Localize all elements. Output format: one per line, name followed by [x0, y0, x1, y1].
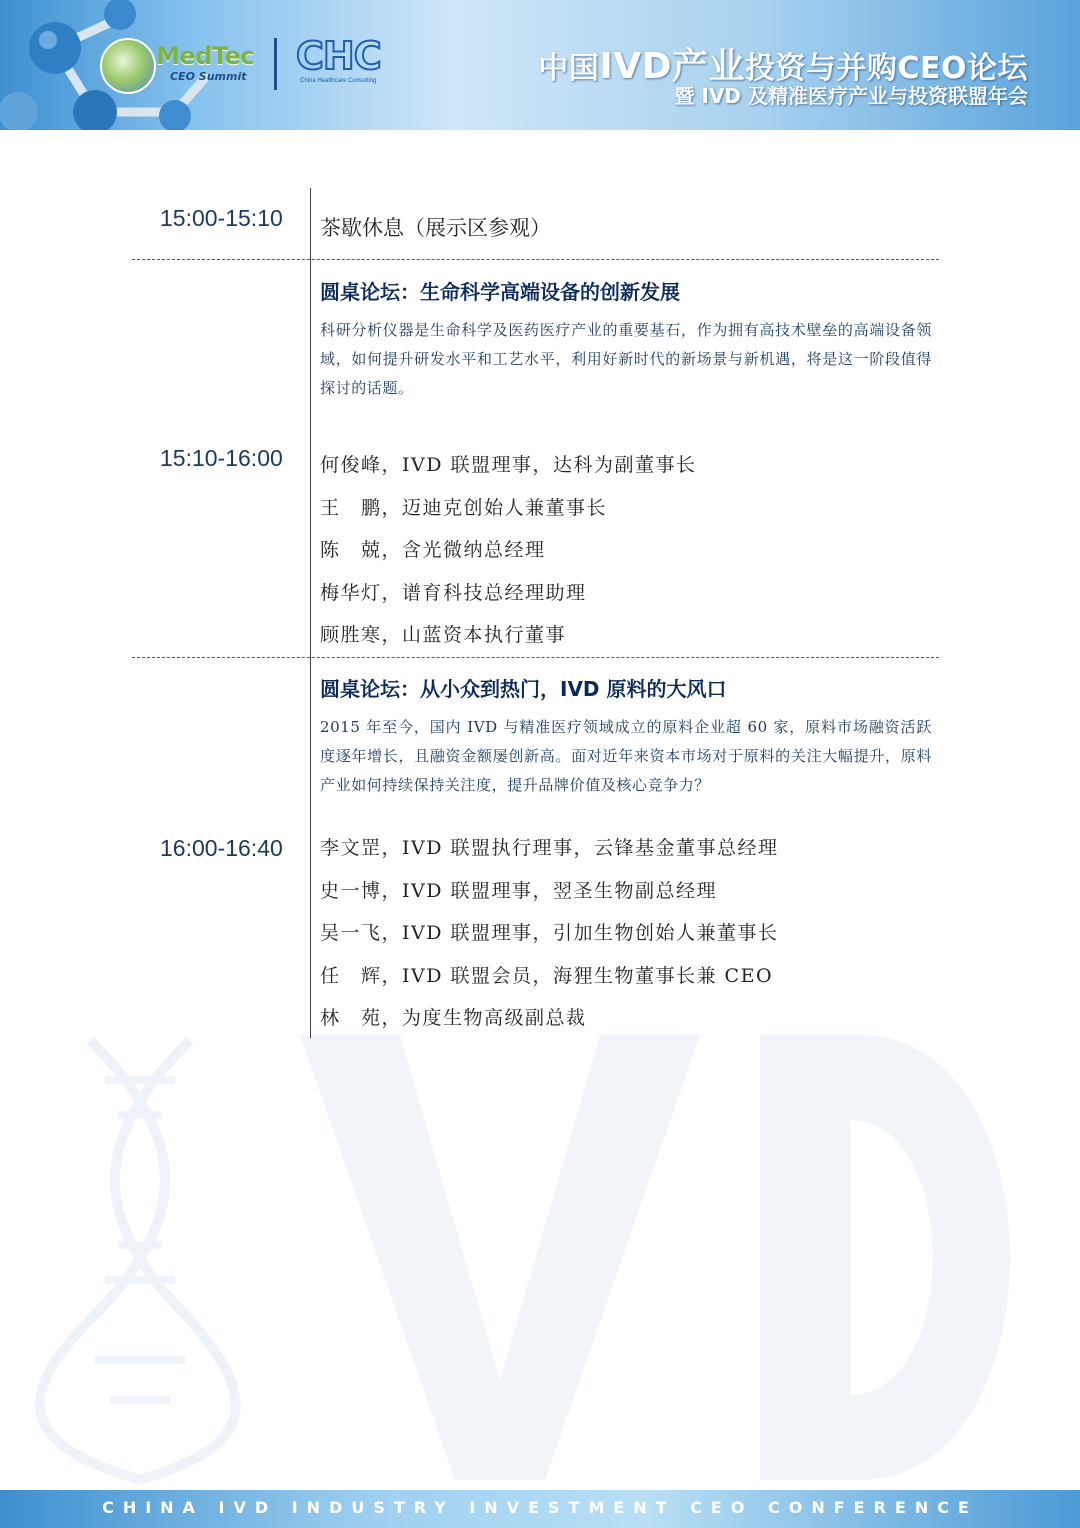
schedule-vertical-divider [310, 188, 311, 1038]
row-divider-2 [132, 657, 939, 658]
speaker-item: 吴一飞，IVD 联盟理事，引加生物创始人兼董事长 [320, 922, 779, 944]
session-time-2: 15:10-16:00 [160, 445, 283, 471]
speaker-item: 任 辉，IVD 联盟会员，海狸生物董事长兼 CEO [320, 964, 774, 987]
medtec-logo-subtitle: CEO Summit [170, 70, 247, 83]
title-part-3: 投资与并购CEO论坛 [744, 51, 1028, 86]
title-part-2: IVD产业 [599, 46, 745, 87]
speaker-item: 林 苑，为度生物高级副总裁 [320, 1007, 587, 1029]
session-time-3: 16:00-16:40 [160, 835, 283, 861]
chc-logo [296, 34, 386, 90]
session-title-1: 茶歇休息（展示区参观） [320, 216, 551, 240]
forum-title-2: 圆桌论坛：从小众到热门，IVD 原料的大风口 [320, 677, 727, 701]
conference-subtitle: 暨 IVD 及精准医疗产业与投资联盟年会 [674, 84, 1028, 108]
medtec-logo [100, 36, 260, 92]
session-time-1: 15:00-15:10 [160, 205, 283, 231]
forum-title-1: 圆桌论坛：生命科学高端设备的创新发展 [320, 280, 680, 304]
chc-logo-subtitle: China Healthcare Consulting [300, 78, 377, 84]
forum-description-1: 科研分析仪器是生命科学及医药医疗产业的重要基石，作为拥有高技术壁垒的高端设备领域，如何提升研发水平和工艺水平，利用好新时代的新场景与新机遇，将是这一阶段值得探讨的话题。 [320, 321, 932, 397]
footer-text: CHINA IVD INDUSTRY INVESTMENT CEO CONFERENCE [102, 1498, 978, 1517]
title-part-1: 中国 [538, 51, 600, 86]
speaker-item: 顾胜寒，山蓝资本执行董事 [320, 624, 567, 646]
chc-logo-name: CHC [296, 34, 381, 78]
speaker-list-1 [320, 444, 697, 657]
ivd-watermark [0, 1020, 1080, 1490]
footer-bar [0, 1490, 1080, 1528]
forum-description-2: 2015 年至今，国内 IVD 与精准医疗领域成立的原料企业超 60 家，原料市场融资活跃度逐年增长，且融资金额屡创新高。面对近年来资本市场对于原料的关注大幅提升，原料产业如何持续保持关注度，提升品牌价值及核心竞争力？ [320, 718, 932, 794]
speaker-item: 史一博，IVD 联盟理事，翌圣生物副总经理 [320, 879, 718, 902]
logo-divider [274, 38, 277, 90]
header-banner [0, 0, 1080, 130]
speaker-item: 陈 兢，含光微纳总经理 [320, 539, 546, 561]
row-divider-1 [132, 259, 939, 260]
brain-icon [100, 38, 156, 94]
speaker-item: 王 鹏，迈迪克创始人兼董事长 [320, 496, 608, 519]
speaker-item: 梅华灯，谱育科技总经理助理 [320, 581, 587, 604]
medtec-logo-name: MedTec [156, 42, 255, 70]
speaker-item: 何俊峰，IVD 联盟理事，达科为副董事长 [320, 454, 697, 476]
speaker-item: 李文罡，IVD 联盟执行理事，云锋基金董事总经理 [320, 837, 779, 859]
speaker-list-2 [320, 827, 779, 1040]
